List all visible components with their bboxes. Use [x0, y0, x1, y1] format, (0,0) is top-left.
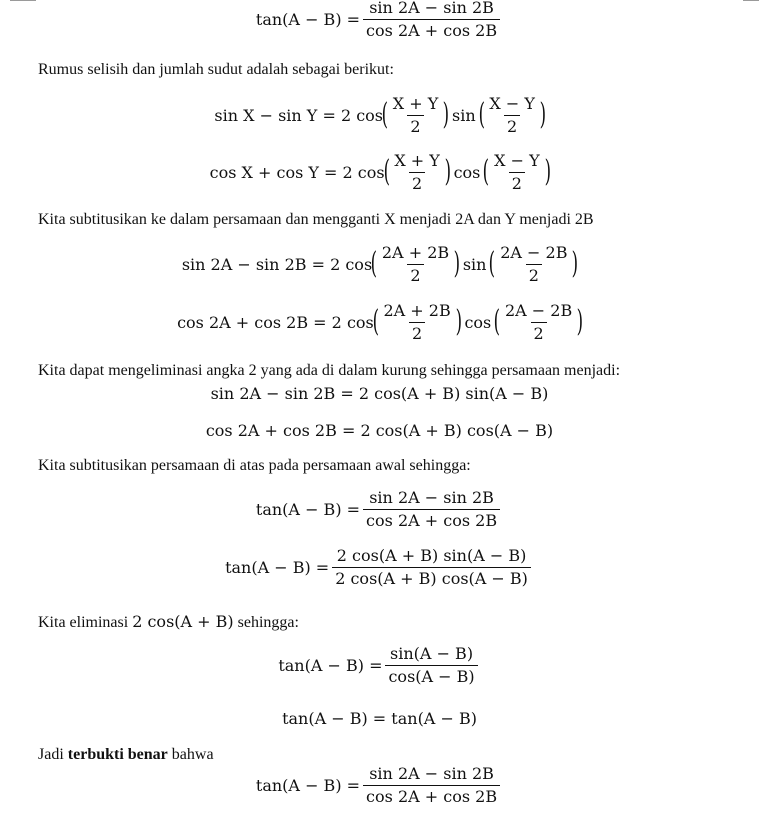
paragraph-eliminate-2: Kita dapat mengeliminasi angka 2 yang ada di dalam kurung sehingga persamaan menjadi: [38, 362, 621, 379]
fraction [385, 646, 477, 685]
fraction-denominator: 2 [531, 322, 547, 342]
fraction [380, 303, 453, 342]
equation-lhs: tan(A − B) = [255, 775, 361, 795]
fraction-numerator: sin(A − B) [390, 644, 474, 663]
fraction-denominator: 2 [504, 115, 520, 135]
fraction-numerator: sin 2A − sin 2B [369, 764, 494, 783]
fraction [332, 548, 531, 587]
fraction [363, 490, 500, 529]
fraction [391, 153, 443, 192]
equation-lhs: sin 2A − sin 2B = 2 cos [181, 254, 373, 274]
equation-function: cos [464, 312, 492, 332]
fraction [502, 303, 575, 342]
paragraph-formula-intro: Rumus selisih dan jumlah sudut adalah sebagai berikut: [38, 61, 394, 78]
fraction-denominator: 2 [509, 172, 525, 192]
equation-lhs: tan(A − B) = [225, 557, 330, 577]
fraction [497, 245, 570, 284]
fraction-numerator: 2A − 2B [504, 301, 573, 320]
equation-tan-sin-over-cos [0, 646, 759, 685]
fraction-numerator: 2A + 2B [381, 243, 450, 262]
equation-cos-sum-formula: cos X + cos Y = 2 cos ( $\frac{X + Y}{2}$ ) cos ( $\frac{X - Y}{2}$ ) [209, 151, 551, 193]
fraction-numerator: X + Y [394, 151, 440, 170]
fraction-numerator: sin 2A − sin 2B [369, 488, 494, 507]
fraction-denominator: cos(A − B) [385, 665, 477, 685]
fraction-denominator: 2 [407, 264, 423, 284]
fraction-denominator: 2 [407, 115, 423, 135]
equation-tan-restated [0, 490, 759, 529]
equation-lhs: sin X − sin Y = 2 cos [214, 105, 384, 125]
fraction [363, 766, 500, 805]
text-suffix: sehingga: [233, 614, 299, 631]
equation-lhs: cos 2A + cos 2B = 2 cos [177, 312, 374, 332]
fraction-denominator: cos 2A + cos 2B [363, 785, 500, 805]
equation-cos-simplified: cos 2A + cos 2B = 2 cos(A + B) cos(A − B) [205, 421, 554, 440]
text-suffix: bahwa [167, 746, 214, 763]
paragraph-conclusion [38, 747, 214, 763]
equation-tan-proven [0, 766, 759, 805]
fraction [486, 96, 538, 135]
equation-lhs: tan(A − B) = [255, 499, 361, 519]
fraction [390, 96, 442, 135]
fraction-numerator: 2A + 2B [383, 301, 451, 320]
text-prefix: Kita eliminasi [38, 614, 133, 631]
inline-math: 2 cos(A + B) [132, 612, 234, 631]
equation-function: sin [462, 254, 487, 274]
fraction [379, 245, 452, 284]
equation-function: cos [453, 162, 481, 182]
fraction-denominator: 2 [409, 322, 425, 342]
paragraph-substitution: Kita subtitusikan ke dalam persamaan dan mengganti X menjadi 2A dan Y menjadi 2B [38, 211, 594, 228]
equation-tan-substituted [0, 548, 759, 587]
fraction-denominator: 2 cos(A + B) cos(A − B) [332, 567, 531, 587]
equation-sin-simplified: sin 2A − sin 2B = 2 cos(A + B) sin(A − B) [210, 384, 549, 403]
equation-sin-2a-2b: sin 2A − sin 2B = 2 cos ( $\frac{2A + 2B}{2}$ ) sin ( $\frac{2A - 2B}{2}$ ) [181, 243, 579, 285]
equation-lhs: tan(A − B) = [278, 655, 383, 675]
fraction-numerator: 2A − 2B [500, 243, 568, 262]
paragraph-eliminate-2cos [38, 614, 299, 631]
equation-function: sin [451, 105, 476, 125]
fraction-numerator: X + Y [392, 94, 439, 113]
fraction-numerator: X − Y [489, 94, 535, 113]
fraction-denominator: cos 2A + cos 2B [363, 509, 500, 529]
fraction-denominator: cos 2A + cos 2B [363, 19, 500, 39]
fraction [363, 0, 500, 39]
equation-tan-identity: tan(A − B) = tan(A − B) [282, 709, 477, 728]
text-bold: terbukti benar [67, 746, 168, 763]
fraction-numerator: X − Y [494, 151, 540, 170]
fraction-numerator: sin 2A − sin 2B [369, 0, 494, 17]
equation-lhs: tan(A − B) = [255, 9, 361, 29]
equation-cos-2a-2b: cos 2A + cos 2B = 2 cos ( $\frac{2A + 2B}{2}$ ) cos ( $\frac{2A - 2B}{2}$ ) [177, 301, 584, 343]
fraction-denominator: 2 [409, 172, 425, 192]
equation-tan-initial [0, 0, 759, 39]
fraction-denominator: 2 [526, 264, 542, 284]
equation-lhs: cos X + cos Y = 2 cos [209, 162, 385, 182]
fraction [491, 153, 543, 192]
paragraph-substitute-back: Kita subtitusikan persamaan di atas pada persamaan awal sehingga: [38, 457, 471, 474]
text-prefix: Jadi [38, 746, 68, 763]
equation-sin-difference-formula: sin X − sin Y = 2 cos ( $\frac{X + Y}{2}$ ) sin ( $\frac{X - Y}{2}$ ) [214, 94, 546, 136]
fraction-numerator: 2 cos(A + B) sin(A − B) [336, 546, 527, 565]
